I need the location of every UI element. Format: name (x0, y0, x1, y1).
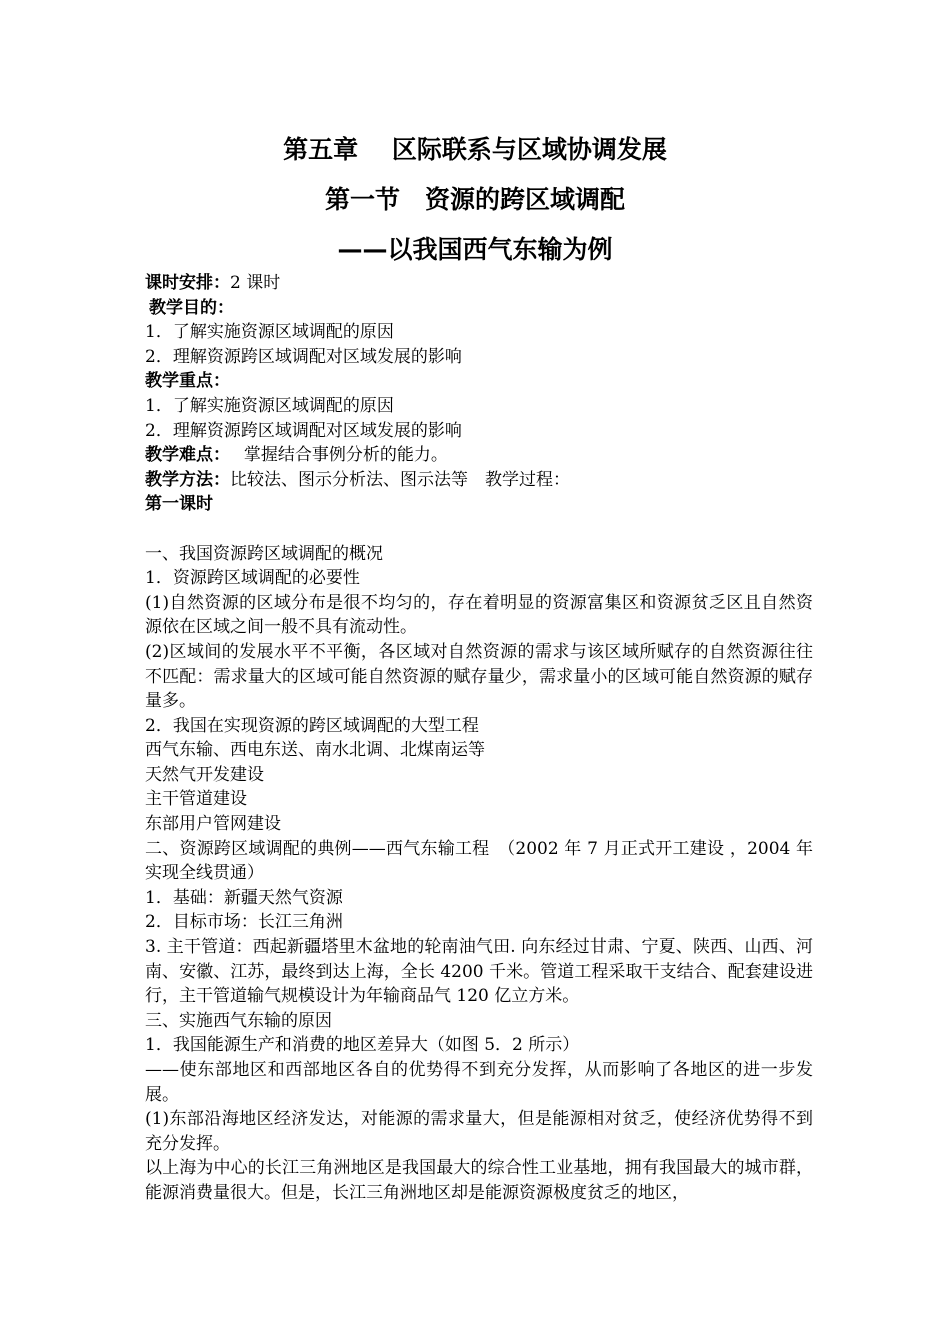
paragraph: (1)自然资源的区域分布是很不均匀的，存在着明显的资源富集区和资源贫乏区且自然资源依在区域之间一般不具有流动性。 (145, 592, 813, 638)
paragraph: 以上海为中心的长江三角洲地区是我国最大的综合性工业基地，拥有我国最大的城市群，能源消费量很大。但是，长江三角洲地区却是能源资源极度贫乏的地区， (145, 1158, 813, 1203)
paragraph: 东部用户管网建设 (145, 814, 281, 835)
method-value: 比较法、图示分析法、图示法等 教学过程： (230, 469, 570, 490)
focus-label: 教学重点： (145, 371, 230, 392)
paragraph: 1．基础：新疆天然气资源 (145, 887, 343, 908)
difficulty-label: 教学难点： (145, 445, 222, 466)
section-title: 第一节 资源的跨区域调配 (324, 185, 625, 214)
paragraph: 1．资源跨区域调配的必要性 (145, 568, 360, 589)
schedule-value: 2 课时 (230, 273, 281, 293)
section-heading: 一、我国资源跨区域调配的概况 (145, 543, 383, 564)
paragraph: 2．我国在实现资源的跨区域调配的大型工程 (145, 715, 479, 736)
paragraph: ——使东部地区和西部地区各自的优势得不到充分发挥，从而影响了各地区的进一步发展。 (145, 1060, 813, 1105)
subtitle: ——以我国西气东输为例 (337, 235, 613, 264)
method-label: 教学方法： (145, 469, 230, 490)
paragraph: 天然气开发建设 (145, 764, 264, 785)
lesson-label: 第一课时 (145, 494, 213, 515)
goal-item: 2．理解资源跨区域调配对区域发展的影响 (145, 346, 462, 367)
difficulty-value: 掌握结合事例分析的能力。 (221, 445, 448, 466)
goal-item: 1．了解实施资源区域调配的原因 (145, 322, 394, 343)
goals-label: 教学目的： (149, 297, 234, 318)
paragraph: 3. 主干管道：西起新疆塔里木盆地的轮南油气田. 向东经过甘肃、宁夏、陕西、山西、河南、安徽、江苏，最终到达上海，全长 4200 千米。管道工程采取干支结合、配套建设进行，主干管道输气规模设计为年输商品气 120 亿立方米。 (145, 937, 813, 1007)
paragraph: 西气东输、西电东送、南水北调、北煤南运等 (145, 740, 485, 761)
focus-item: 1．了解实施资源区域调配的原因 (145, 395, 394, 416)
paragraph: (1)东部沿海地区经济发达，对能源的需求量大，但是能源相对贫乏，使经济优势得不到充分发挥。 (145, 1109, 813, 1154)
paragraph: 1．我国能源生产和消费的地区差异大（如图 5．2 所示） (145, 1035, 580, 1056)
method-line (145, 468, 813, 493)
document-body (145, 271, 813, 1206)
paragraph: (2)区域间的发展水平不平衡，各区域对自然资源的需求与该区域所赋存的自然资源往往不匹配：需求量大的区域可能自然资源的赋存量少，需求量小的区域可能自然资源的赋存量多。 (145, 641, 813, 712)
chapter-title: 第五章 区际联系与区域协调发展 (283, 135, 667, 164)
paragraph: 2．目标市场：长江三角洲 (145, 912, 343, 933)
blank-line (145, 517, 813, 542)
section-heading: 二、资源跨区域调配的典例——西气东输工程 （2002 年 7 月正式开工建设 ，2004 年实现全线贯通） (145, 838, 813, 884)
difficulty-line (145, 443, 813, 468)
focus-item: 2．理解资源跨区域调配对区域发展的影响 (145, 420, 462, 441)
schedule-label: 课时安排： (145, 273, 230, 293)
paragraph: 主干管道建设 (145, 789, 247, 810)
section-heading: 三、实施西气东输的原因 (145, 1010, 332, 1031)
schedule-line (145, 271, 813, 296)
